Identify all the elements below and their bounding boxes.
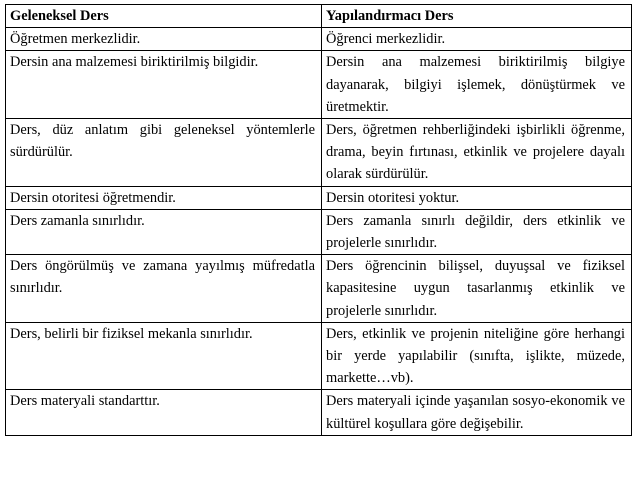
table-row [6, 209, 632, 254]
cell-traditional: Ders, düz anlatım gibi geleneksel yöntemlerle sürdürülür. [6, 119, 322, 187]
table-row [6, 186, 632, 209]
cell-traditional: Öğretmen merkezlidir. [6, 28, 322, 51]
header-traditional: Geleneksel Ders [6, 5, 322, 28]
table-row [6, 28, 632, 51]
comparison-table [5, 4, 632, 436]
table-body [6, 28, 632, 436]
table-row [6, 51, 632, 119]
cell-constructivist: Ders zamanla sınırlı değildir, ders etkinlik ve projelerle sınırlıdır. [322, 209, 632, 254]
cell-constructivist: Ders materyali içinde yaşanılan sosyo-ekonomik ve kültürel koşullara göre değişebilir. [322, 390, 632, 435]
cell-traditional: Ders, belirli bir fiziksel mekanla sınırlıdır. [6, 322, 322, 390]
header-constructivist: Yapılandırmacı Ders [322, 5, 632, 28]
table-row [6, 390, 632, 435]
cell-constructivist: Öğrenci merkezlidir. [322, 28, 632, 51]
header-row [6, 5, 632, 28]
cell-traditional: Dersin ana malzemesi biriktirilmiş bilgidir. [6, 51, 322, 119]
cell-traditional: Ders materyali standarttır. [6, 390, 322, 435]
cell-traditional: Ders öngörülmüş ve zamana yayılmış müfredatla sınırlıdır. [6, 255, 322, 323]
table-row [6, 322, 632, 390]
cell-constructivist: Dersin ana malzemesi biriktirilmiş bilgiye dayanarak, bilgiyi işlemek, dönüştürmek ve üretmektir. [322, 51, 632, 119]
table-row [6, 119, 632, 187]
cell-constructivist: Dersin otoritesi yoktur. [322, 186, 632, 209]
cell-constructivist: Ders, öğretmen rehberliğindeki işbirlikli öğrenme, drama, beyin fırtınası, etkinlik ve projelere dayalı olarak sürdürülür. [322, 119, 632, 187]
table-header [6, 5, 632, 28]
table-row [6, 255, 632, 323]
cell-traditional: Ders zamanla sınırlıdır. [6, 209, 322, 254]
cell-constructivist: Ders, etkinlik ve projenin niteliğine göre herhangi bir yerde yapılabilir (sınıfta, işlikte, müzede, markette…vb). [322, 322, 632, 390]
cell-traditional: Dersin otoritesi öğretmendir. [6, 186, 322, 209]
cell-constructivist: Ders öğrencinin bilişsel, duyuşsal ve fiziksel kapasitesine uygun tasarlanmış etkinlik ve projelerle sınırlıdır. [322, 255, 632, 323]
